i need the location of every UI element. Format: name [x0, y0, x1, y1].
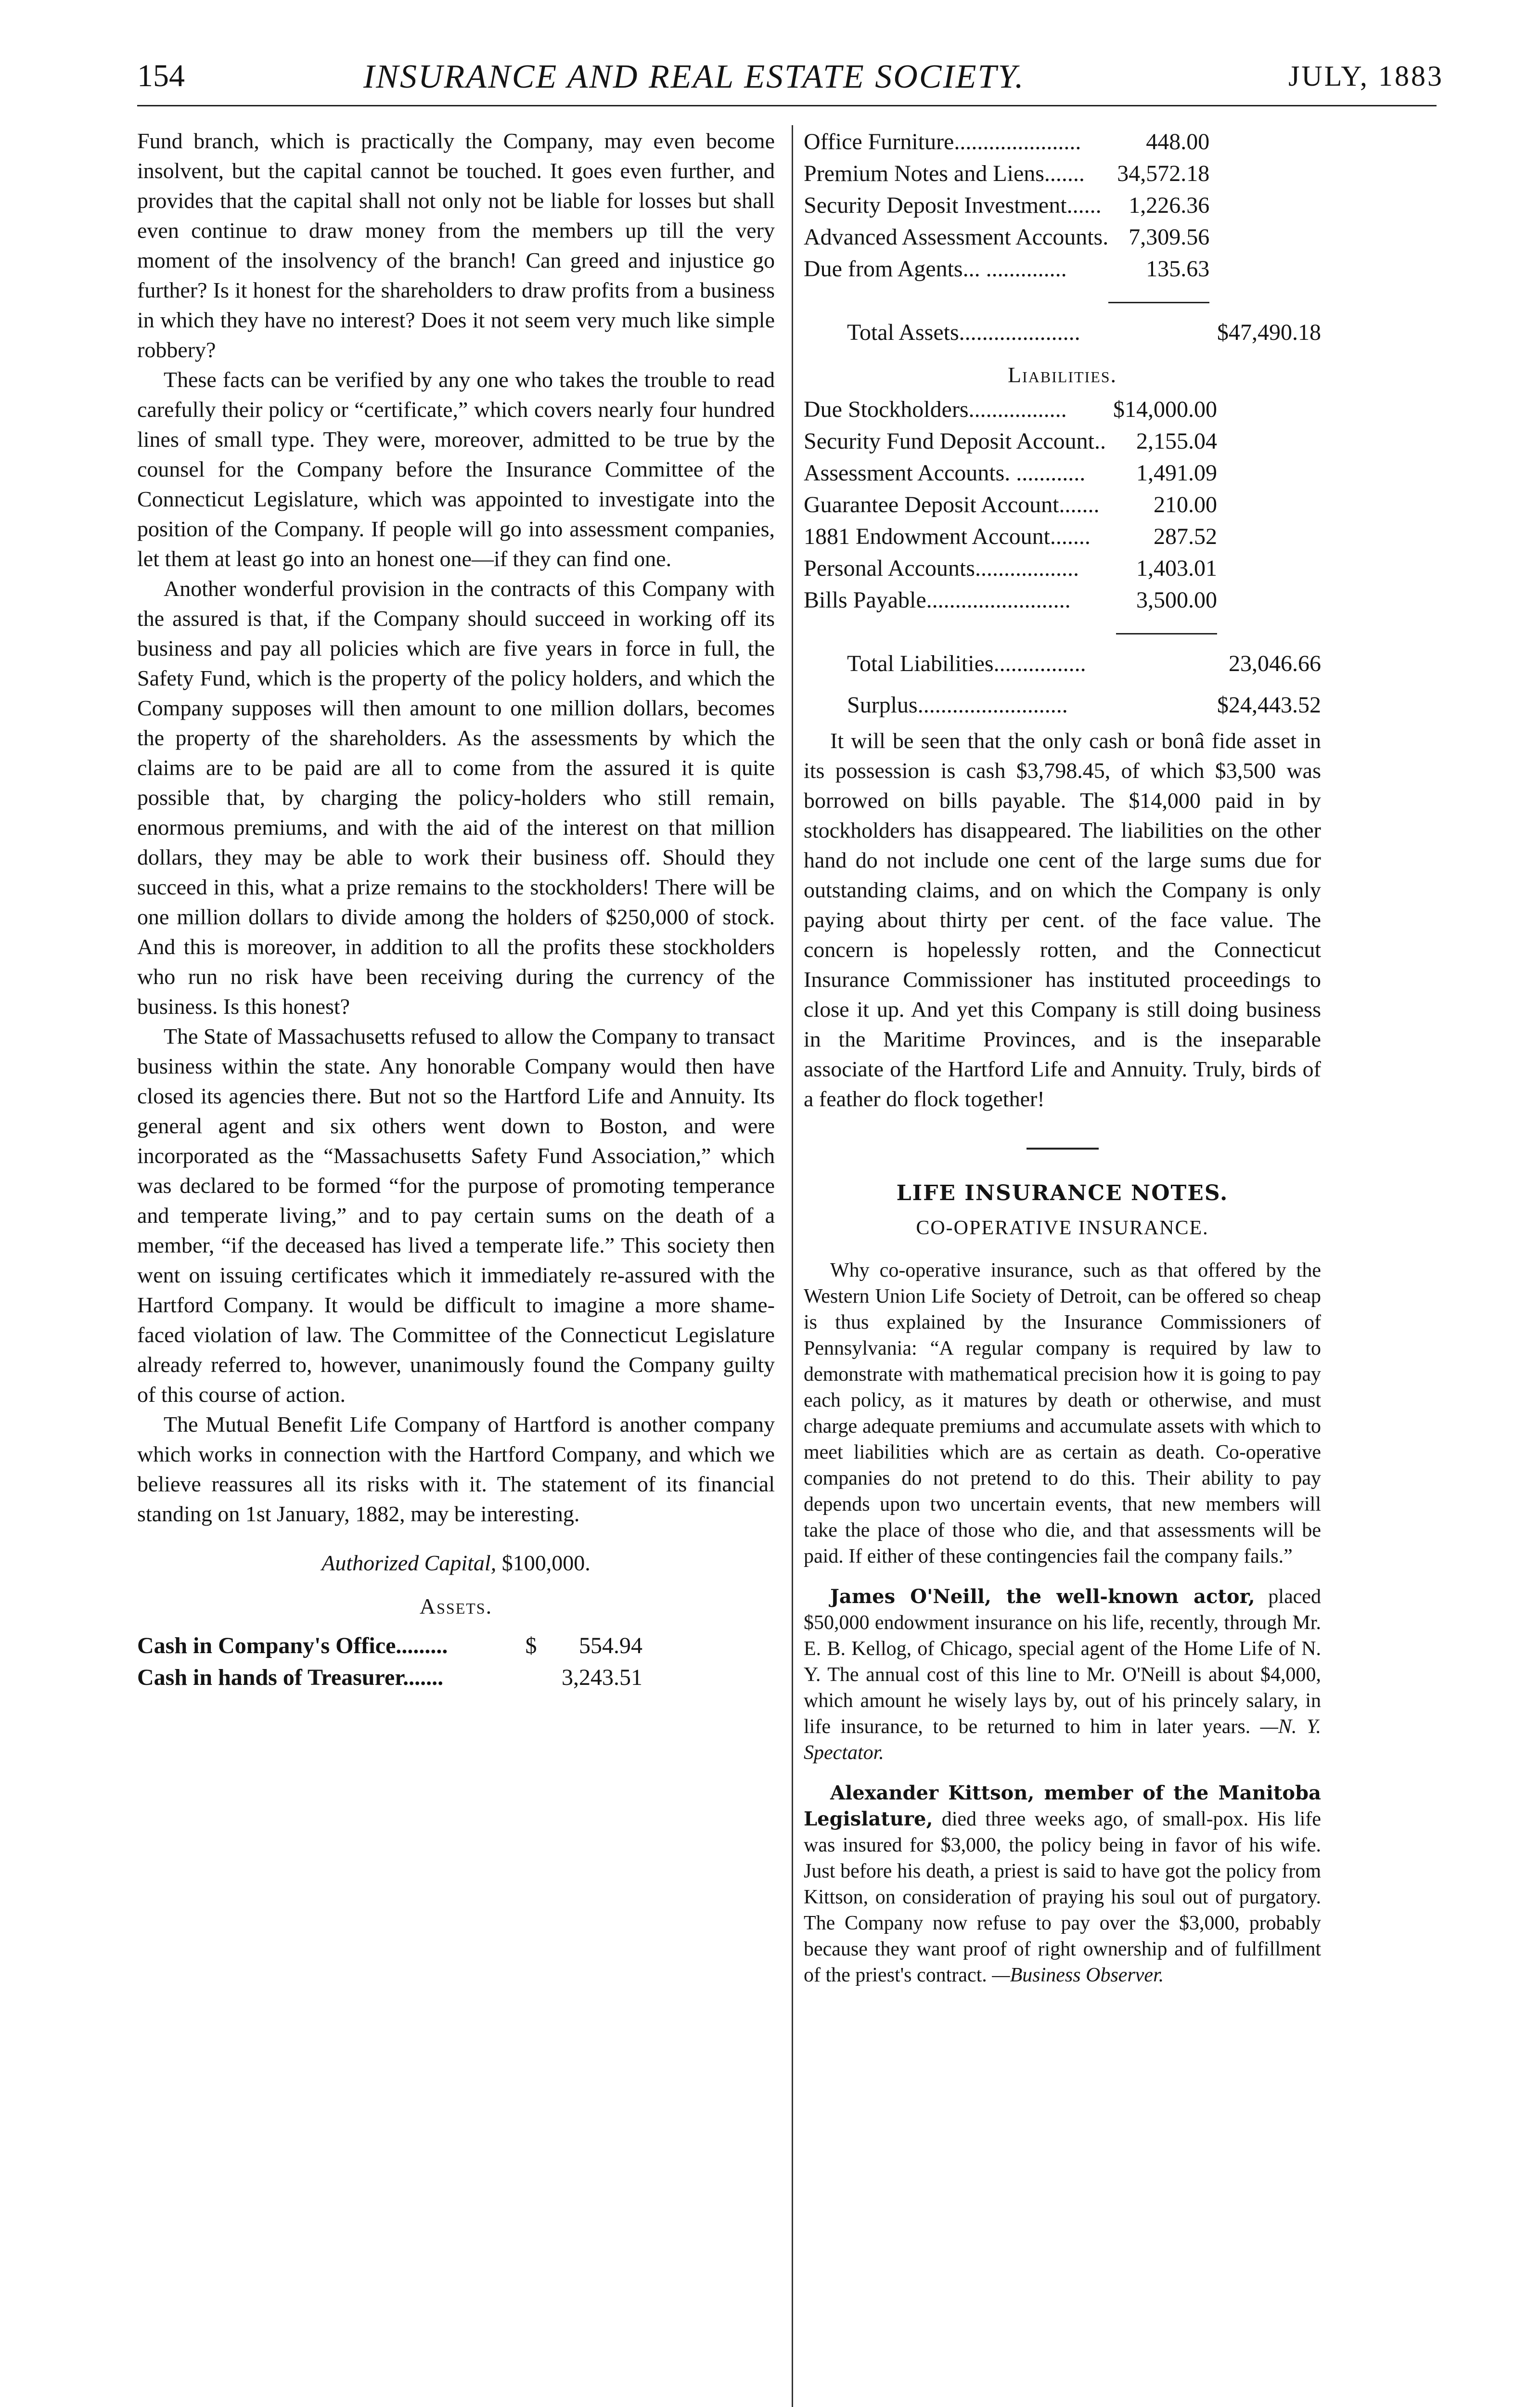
ledger-currency	[519, 1662, 543, 1694]
notes-subtitle: CO-OPERATIVE INSURANCE.	[916, 1217, 1209, 1239]
note-lead: Alexander Kittson, member of the Manitoba Legislature,	[804, 1782, 1321, 1830]
ledger-label: Guarantee Deposit Account.......	[804, 492, 1100, 518]
issue-date: JULY, 1883	[1288, 60, 1444, 92]
note-oneill	[804, 1584, 1321, 1766]
sum-rule	[1116, 633, 1217, 634]
ledger-label: Security Deposit Investment......	[804, 193, 1102, 218]
ledger-currency: $	[525, 1633, 537, 1658]
ledger-label: Bills Payable.........................	[804, 587, 1071, 613]
ledger-label: Due from Agents... ..............	[804, 256, 1067, 282]
ledger-amount: 3,500.00	[1136, 587, 1217, 613]
ledger-row	[137, 1630, 642, 1662]
ledger-amount: 135.63	[1146, 256, 1210, 282]
note-source: —Business Observer.	[992, 1964, 1164, 1986]
liabilities-heading: Liabilities.	[1007, 362, 1117, 387]
total-assets-label: Total Assets.....................	[847, 320, 1080, 345]
article-paragraph: The State of Massachusetts refused to allow the Company to transact business within the state. Any honorable Company would then have closed its agencies there. But not so the Hartford Life and Annuity. Its general agent and six others went down to Boston, and were incorporated as the “Massachusetts Safety Fund Association,” which was declared to be formed “for the purpose of promoting temperance and temperate living,” and to pay certain sums on the death of a member, “if the deceased has lived a temperate life.” This society then went on issuing certificates which it immediately re-assured with the Hartford Company. It would be difficult to imagine a more shame-faced violation of law. The Committee of the Connecticut Legislature already referred to, however, unanimously found the Company guilty of this course of action.	[137, 1024, 775, 1407]
ledger-label: Due Stockholders.................	[804, 397, 1067, 422]
assets-continued-table	[804, 126, 1321, 349]
liabilities-table	[804, 394, 1321, 721]
surplus-label: Surplus..........................	[847, 692, 1068, 718]
right-column	[804, 126, 1321, 1988]
ledger-row	[804, 584, 1321, 616]
article-paragraph: It will be seen that the only cash or bonâ fide asset in its possession is cash $3,798.45, of which $3,500 was borrowed on bills payable. The $14,000 paid in by stockholders has disappeared. The liabilities on the other hand do not include one cent of the large sums due for outstanding claims, and on which the Company is only paying about thirty per cent. of the face value. The concern is hopelessly rotten, and the Connecticut Insurance Commissioner has instituted proceedings to close it up. And yet this Company is still doing business in the Maritime Provinces, and is the inseparable associate of the Hartford Life and Annuity. Truly, birds of a feather do flock together!	[804, 728, 1321, 1111]
ledger-row	[804, 489, 1321, 521]
page-number: 154	[137, 58, 185, 93]
sum-rule	[1108, 302, 1209, 303]
note-body: placed $50,000 endowment insurance on his life, recently, through Mr. E. B. Kellog, of Chicago, special agent of the Home Life of N. Y. The annual cost of this line to Mr. O'Neill is about $4,000, which amount he wisely lays by, out of his princely salary, in life insurance, to be returned to him in later years.	[804, 1586, 1321, 1738]
ledger-row	[804, 158, 1321, 190]
ledger-row	[804, 394, 1321, 426]
ledger-row	[804, 457, 1321, 489]
ledger-label: 1881 Endowment Account.......	[804, 524, 1091, 549]
note-paragraph: Why co-operative insurance, such as that offered by the Western Union Life Society of Detroit, can be offered so cheap is thus explained by the Insurance Commissioners of Pennsylvania: “A regular company is required by law to demonstrate with mathematical precision how it is going to pay each policy, as it matures by death or otherwise, and must charge adequate premiums and accumulate assets with which to meet liabilities which are as certain as death. Co-operative companies do not pretend to do this. Their ability to pay depends upon two uncertain events, that new members will take the place of those who die, and that assessments will be paid. If either of these contingencies fail the company fails.”	[804, 1259, 1321, 1567]
sum-rule-row	[804, 285, 1321, 317]
ledger-row	[804, 221, 1321, 253]
ledger-amount: 34,572.18	[1117, 161, 1210, 186]
assets-heading: Assets.	[419, 1594, 493, 1618]
notes-title: LIFE INSURANCE NOTES.	[896, 1181, 1229, 1205]
note-body: died three weeks ago, of small-pox. His life was insured for $3,000, the policy being in favor of his wife. Just before his death, a priest is said to have got the policy from Kittson, on consideration of praying his soul out of purgatory. The Company now refuse to pay over the $3,000, probably because they want proof of right ownership and of fulfillment of the priest's contract.	[804, 1808, 1321, 1986]
section-divider	[1027, 1148, 1099, 1150]
note-source: —N. Y. Spectator.	[804, 1716, 1321, 1764]
page-header	[137, 58, 1444, 111]
ledger-row	[804, 126, 1321, 158]
total-liabilities-label: Total Liabilities................	[847, 651, 1086, 676]
article-paragraph: These facts can be verified by any one who takes the trouble to read carefully their policy or “certificate,” which covers nearly four hundred lines of small type. They were, moreover, admitted to be true by the counsel for the Company before the Insurance Committee of the Connecticut Legislature, which was appointed to investigate into the position of the Company. If people will go into assessment companies, let them at least go into an honest one—if they can find one.	[137, 367, 775, 571]
total-assets-value: $47,490.18	[1217, 320, 1321, 345]
assets-table	[137, 1630, 642, 1694]
note-kittson	[804, 1780, 1321, 1988]
total-liabilities-value: 23,046.66	[1229, 651, 1321, 676]
surplus-value: $24,443.52	[1217, 692, 1321, 718]
publication-title: INSURANCE AND REAL ESTATE SOCIETY.	[363, 58, 1025, 95]
surplus-row	[804, 680, 1321, 721]
ledger-label: Security Fund Deposit Account..	[804, 428, 1106, 454]
ledger-amount: 1,226.36	[1129, 193, 1210, 218]
ledger-row	[804, 521, 1321, 553]
ledger-row	[804, 253, 1321, 285]
ledger-amount: 210.00	[1154, 492, 1217, 518]
ledger-amount: 3,243.51	[562, 1665, 642, 1690]
authorized-capital	[137, 1548, 775, 1578]
ledger-amount: 1,491.09	[1136, 460, 1217, 486]
ledger-label: Personal Accounts..................	[804, 556, 1079, 581]
article-paragraph: Another wonderful provision in the contracts of this Company with the assured is that, if the Company should succeed in working off its business and pay all policies which are five years in force in full, the Safety Fund, which is the property of the policy holders, and which the Company supposes will then amount to one million dollars, becomes the property of the shareholders. As the assessments by which the claims are to be paid are all to come from the assured it is quite possible that, by charging the policy-holders who still remain, enormous premiums, and with the aid of the interest on that million dollars, they may be able to work their business off. Should they succeed in this, what a prize remains to the stockholders! There will be one million dollars to divide among the holders of $250,000 of stock. And this is moreover, in addition to all the profits these stockholders who run no risk have been receiving during the currency of the business. Is this honest?	[137, 576, 775, 1019]
article-paragraph: Fund branch, which is practically the Company, may even become insolvent, but the capital cannot be touched. It goes even further, and provides that the capital shall not only not be liable for losses but shall even continue to draw money from the members up till the very moment of the insolvency of the branch! Can greed and injustice go further? Is it honest for the shareholders to draw profits from a business in which they have no interest? Does it not seem very much like simple robbery?	[137, 129, 775, 362]
ledger-label: Office Furniture......................	[804, 129, 1081, 155]
total-liabilities-row	[804, 648, 1321, 680]
ledger-amount: 287.52	[1154, 524, 1217, 549]
ledger-amount: 7,309.56	[1129, 224, 1210, 250]
ledger-amount: 2,155.04	[1136, 428, 1217, 454]
header-rule	[137, 105, 1437, 106]
ledger-row	[804, 426, 1321, 457]
column-divider	[792, 125, 793, 2407]
capital-label: Authorized Capital,	[321, 1551, 497, 1575]
ledger-label: Cash in Company's Office.........	[137, 1633, 448, 1658]
total-assets-row	[804, 317, 1321, 349]
ledger-amount: 554.94	[579, 1633, 642, 1658]
ledger-amount: 448.00	[1146, 129, 1210, 155]
ledger-label: Cash in hands of Treasurer.......	[137, 1665, 444, 1690]
ledger-label: Advanced Assessment Accounts.	[804, 224, 1109, 250]
sum-rule-row	[804, 616, 1321, 648]
ledger-row	[804, 553, 1321, 584]
left-column	[137, 126, 775, 1694]
note-lead: James O'Neill, the well-known actor,	[830, 1585, 1255, 1608]
ledger-label: Assessment Accounts. ............	[804, 460, 1086, 486]
ledger-amount: $14,000.00	[1113, 397, 1217, 422]
ledger-label: Premium Notes and Liens.......	[804, 161, 1085, 186]
ledger-row	[137, 1662, 642, 1694]
capital-value: $100,000.	[501, 1551, 590, 1575]
ledger-row	[804, 190, 1321, 221]
ledger-amount: 1,403.01	[1136, 556, 1217, 581]
article-paragraph: The Mutual Benefit Life Company of Hartford is another company which works in connection with the Hartford Company, and which we believe reassures all its risks with it. The statement of its financial standing on 1st January, 1882, may be interesting.	[137, 1412, 775, 1526]
